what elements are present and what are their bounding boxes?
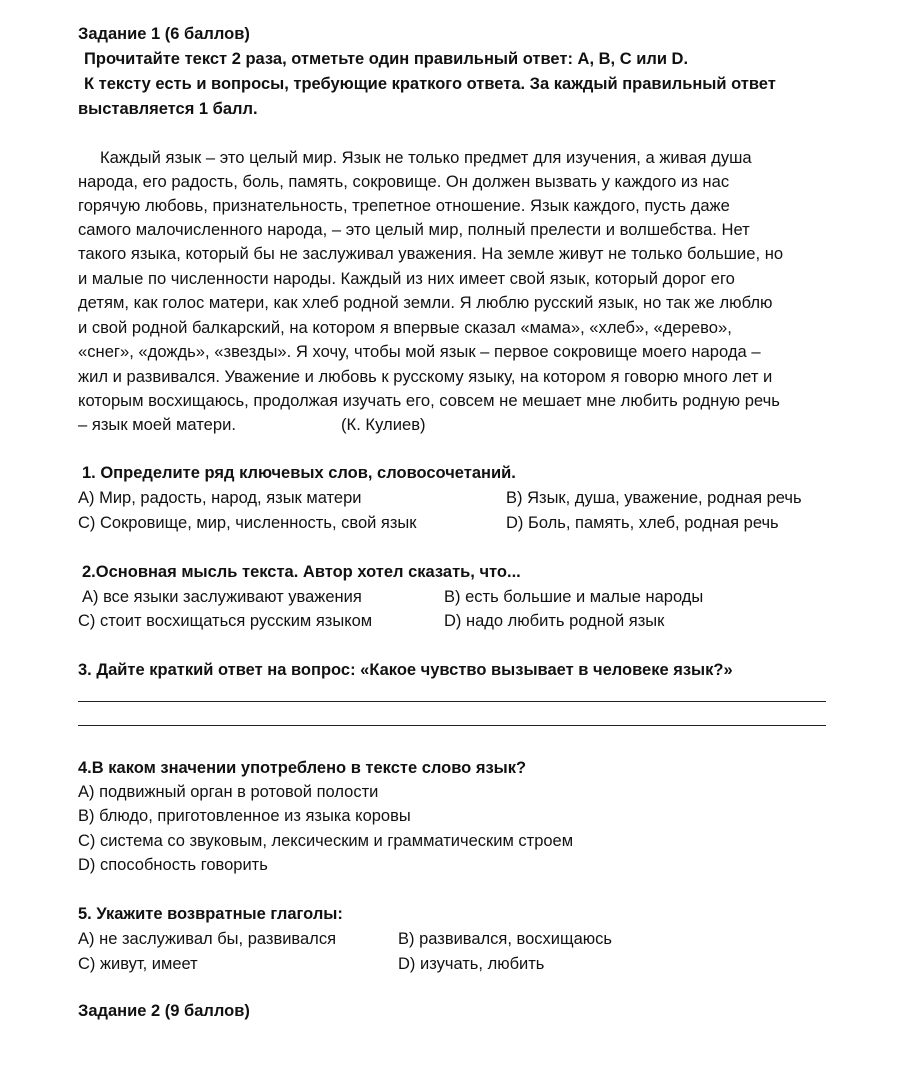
passage-last-line: – язык моей матери. <box>78 415 236 434</box>
question-2-option-b[interactable]: B) есть большие и малые народы <box>444 588 704 606</box>
question-2-option-c[interactable]: C) стоит восхищаться русским языком <box>78 612 373 630</box>
answer-line-2[interactable] <box>78 725 826 726</box>
question-4-option-c[interactable]: C) система со звуковым, лексическим и грамматическим строем <box>78 832 574 850</box>
question-2-option-a[interactable]: A) все языки заслуживают уважения <box>82 588 362 606</box>
passage-line: Каждый язык – это целый мир. Язык не только предмет для изучения, а живая душа <box>100 148 752 167</box>
task2-title: Задание 2 (9 баллов) <box>78 1002 250 1020</box>
question-2-option-d[interactable]: D) надо любить родной язык <box>444 612 665 630</box>
task1-instruction-2: К тексту есть и вопросы, требующие краткого ответа. За каждый правильный ответ <box>84 75 776 93</box>
question-1-text: 1. Определите ряд ключевых слов, словосочетаний. <box>82 464 516 482</box>
passage-line: и свой родной балкарский, на котором я впервые сказал «мама», «хлеб», «дерево», <box>78 318 732 337</box>
answer-line-1[interactable] <box>78 701 826 702</box>
passage-line: и малые по численности народы. Каждый из них имеет свой язык, который дорог его <box>78 269 735 288</box>
passage-author: (К. Кулиев) <box>341 415 426 434</box>
question-5-text: 5. Укажите возвратные глаголы: <box>78 905 343 923</box>
question-1-option-c[interactable]: C) Сокровище, мир, численность, свой язык <box>78 514 417 532</box>
question-5-option-c[interactable]: C) живут, имеет <box>78 955 198 973</box>
task1-instruction-1: Прочитайте текст 2 раза, отметьте один правильный ответ: A, B, C или D. <box>84 50 689 68</box>
question-1-option-a[interactable]: A) Мир, радость, народ, язык матери <box>78 489 362 507</box>
question-3-text: 3. Дайте краткий ответ на вопрос: «Какое чувство вызывает в человеке язык?» <box>78 661 733 679</box>
question-2-text: 2.Основная мысль текста. Автор хотел сказать, что... <box>82 563 521 581</box>
question-4-option-d[interactable]: D) способность говорить <box>78 856 268 874</box>
passage-line: детям, как голос матери, как хлеб родной земли. Я люблю русский язык, но так же люблю <box>78 293 773 312</box>
question-5-option-d[interactable]: D) изучать, любить <box>398 955 545 973</box>
task1-title: Задание 1 (6 баллов) <box>78 25 250 43</box>
question-1-option-b[interactable]: B) Язык, душа, уважение, родная речь <box>506 489 802 507</box>
task1-instruction-3: выставляется 1 балл. <box>78 100 258 118</box>
passage-line: такого языка, который бы не заслуживал уважения. На земле живут не только большие, но <box>78 244 784 263</box>
question-1-option-d[interactable]: D) Боль, память, хлеб, родная речь <box>506 514 779 532</box>
question-5-option-b[interactable]: B) развивался, восхищаюсь <box>398 930 612 948</box>
passage-line: жил и развивался. Уважение и любовь к русскому языку, на котором я говорю много лет и <box>78 367 773 386</box>
passage-line: горячую любовь, признательность, трепетное отношение. Язык каждого, пусть даже <box>78 196 730 215</box>
question-4-text: 4.В каком значении употреблено в тексте слово язык? <box>78 759 527 777</box>
passage-line: «снег», «дождь», «звезды». Я хочу, чтобы мой язык – первое сокровище моего народа – <box>78 342 761 361</box>
passage-line: самого малочисленного народа, – это целый мир, полный прелести и волшебства. Нет <box>78 220 750 239</box>
question-5-option-a[interactable]: A) не заслуживал бы, развивался <box>78 930 336 948</box>
question-4-option-b[interactable]: B) блюдо, приготовленное из языка коровы <box>78 807 411 825</box>
passage-line: народа, его радость, боль, память, сокровище. Он должен вызвать у каждого из нас <box>78 172 730 191</box>
passage-line: которым восхищаюсь, продолжая изучать его, совсем не мешает мне любить родную речь <box>78 391 780 410</box>
question-4-option-a[interactable]: A) подвижный орган в ротовой полости <box>78 783 379 801</box>
